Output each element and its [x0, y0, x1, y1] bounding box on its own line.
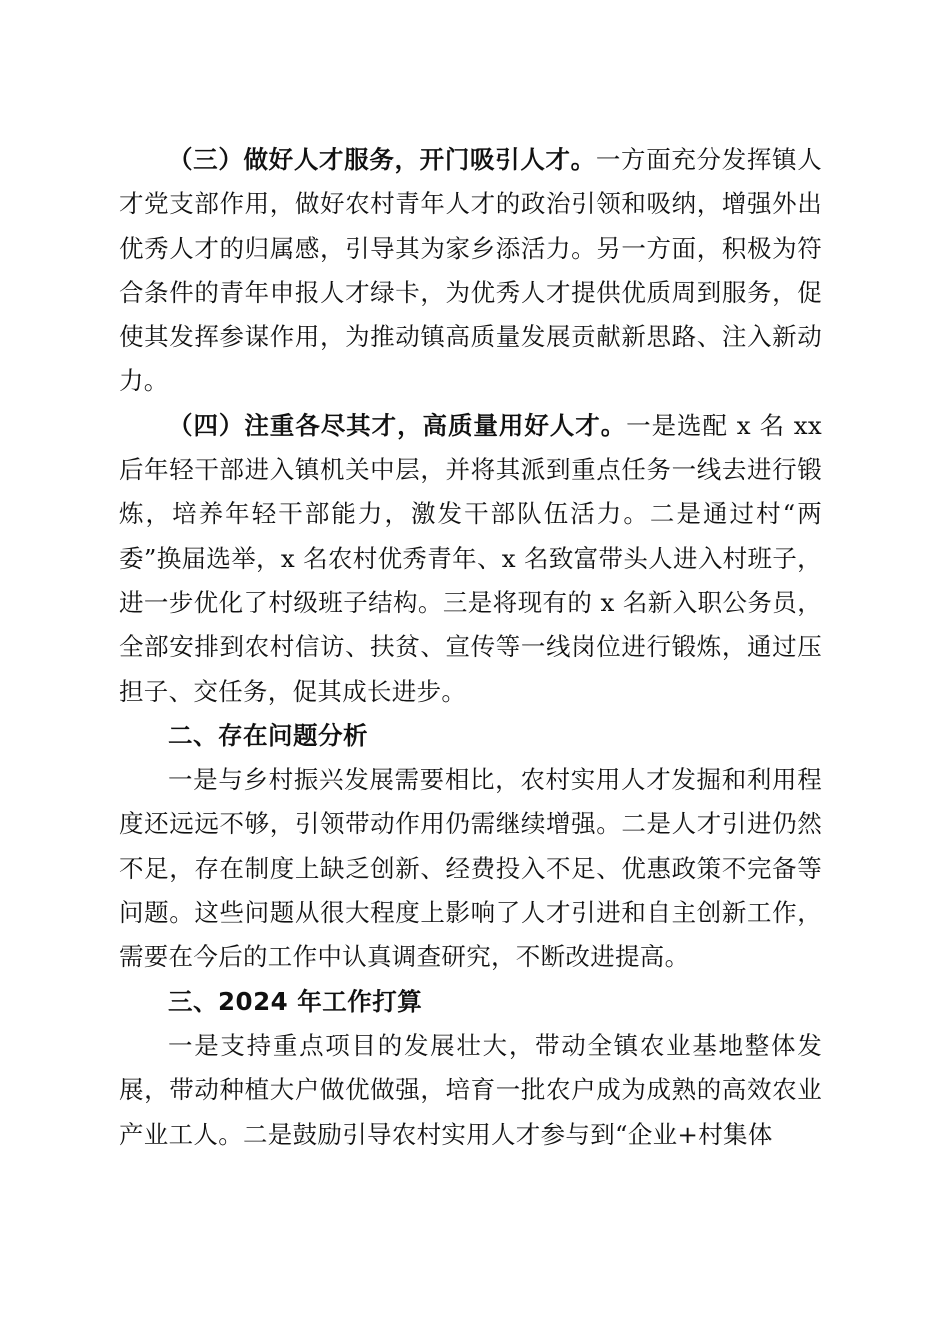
- paragraph-plan: [119, 1024, 822, 1157]
- document-body: [119, 138, 822, 1157]
- paragraph-lead: （四）注重各尽其才，高质量用好人才。: [168, 410, 627, 440]
- paragraph-problems: [119, 758, 822, 979]
- paragraph-text: 一是与乡村振兴发展需要相比，农村实用人才发掘和利用程度还远远不够，引领带动作用仍需继续增强。二是人才引进仍然不足，存在制度上缺乏创新、经费投入不足、优惠政策不完备等问题。这些问题从很大程度上影响了人才引进和自主创新工作，需要在今后的工作中认真调查研究，不断改进提高。: [119, 765, 822, 972]
- paragraph-text: 一方面充分发挥镇人才党支部作用，做好农村青年人才的政治引领和吸纳，增强外出优秀人才的归属感，引导其为家乡添活力。另一方面，积极为符合条件的青年申报人才绿卡，为优秀人才提供优质周到服务，促使其发挥参谋作用，为推动镇高质量发展贡献新思路、注入新动力。: [119, 145, 822, 396]
- paragraph-lead: （三）做好人才服务，开门吸引人才。: [168, 145, 596, 174]
- paragraph-talent-use: [119, 404, 822, 714]
- section-heading-plan: 三、2024 年工作打算: [168, 986, 423, 1016]
- paragraph-talent-service: [119, 138, 822, 404]
- section-heading-problems: 二、存在问题分析: [168, 720, 368, 750]
- paragraph-text: 一是支持重点项目的发展壮大，带动全镇农业基地整体发展，带动种植大户做优做强，培育一批农户成为成熟的高效农业产业工人。二是鼓励引导农村实用人才参与到“企业+村集体: [119, 1030, 822, 1149]
- paragraph-text: 一是选配 x 名 xx 后年轻干部进入镇机关中层，并将其派到重点任务一线去进行锻炼，培养年轻干部能力，激发干部队伍活力。二是通过村“两委”换届选举，x 名农村优秀青年、x 名致富带头人进入村班子，进一步优化了村级班子结构。三是将现有的 x 名新入职公务员，全部安排到农村信访、扶贫、宣传等一线岗位进行锻炼，通过压担子、交任务，促其成长进步。: [119, 410, 822, 706]
